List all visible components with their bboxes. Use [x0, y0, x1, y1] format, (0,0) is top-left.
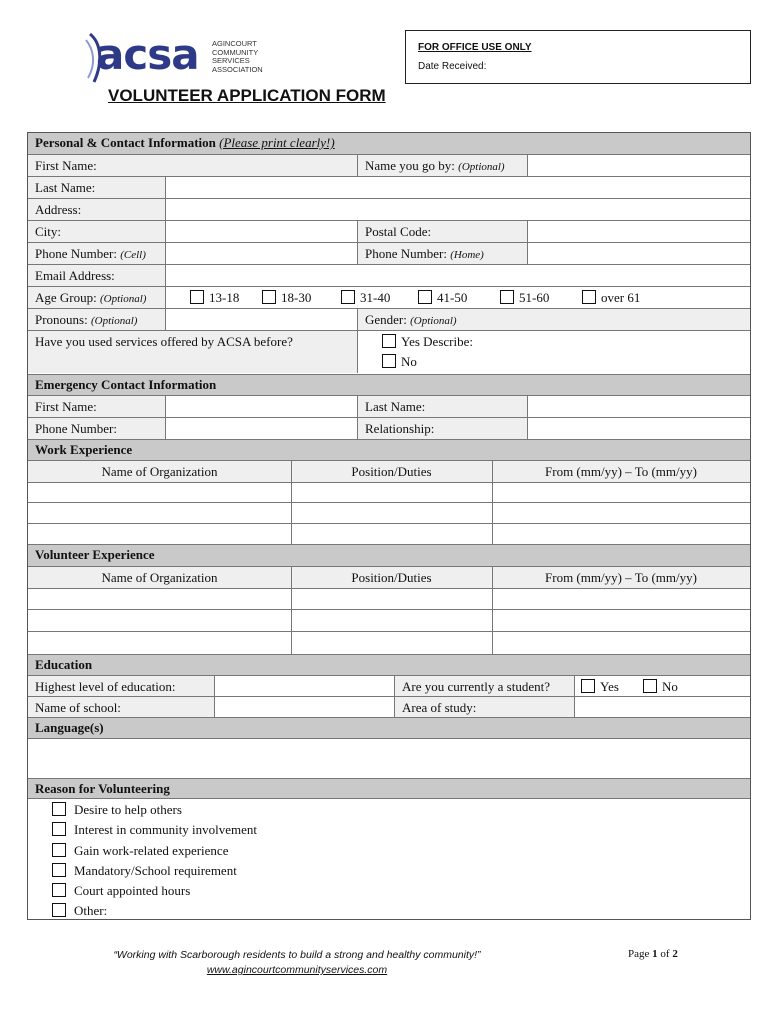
gender-label: Gender: (Optional): [358, 309, 750, 330]
row-phone: [28, 242, 750, 264]
checkbox-icon: [581, 679, 595, 693]
student-label: Are you currently a student?: [395, 676, 575, 696]
checkbox-icon: [500, 290, 514, 304]
emergency-first-name-label: First Name:: [28, 396, 166, 417]
checkbox-icon: [382, 354, 396, 368]
emergency-phone-field[interactable]: [166, 418, 358, 439]
volunteer-col-position: Position/Duties: [351, 570, 432, 585]
work-col-position: Position/Duties: [351, 464, 432, 479]
row-age-group: [28, 286, 750, 308]
volunteer-col-dates: From (mm/yy) – To (mm/yy): [545, 570, 697, 585]
work-column-headers: [28, 460, 750, 482]
language-heading: Language(s): [28, 717, 750, 738]
phone-home-label: Phone Number: (Home): [358, 243, 528, 264]
school-label: Name of school:: [28, 697, 215, 717]
row-city: [28, 220, 750, 242]
row-used-services: [28, 330, 750, 373]
phone-home-field[interactable]: [528, 243, 750, 264]
logo-wordmark: acsa: [96, 30, 199, 79]
divider: [492, 460, 493, 544]
phone-cell-label: Phone Number: (Cell): [28, 243, 166, 264]
row-pronouns: [28, 308, 750, 330]
city-label: City:: [28, 221, 166, 242]
address-label: Address:: [28, 199, 166, 220]
emergency-phone-label: Phone Number:: [28, 418, 166, 439]
divider: [291, 460, 292, 544]
checkbox-icon: [52, 802, 66, 816]
pronouns-label: Pronouns: (Optional): [28, 309, 166, 330]
checkbox-icon: [418, 290, 432, 304]
used-services-yes[interactable]: Yes Describe:: [382, 331, 473, 352]
nickname-field[interactable]: [528, 155, 750, 176]
education-heading: Education: [28, 654, 750, 675]
row-last-name: [28, 176, 750, 198]
last-name-label: Last Name:: [28, 177, 166, 198]
checkbox-icon: [52, 822, 66, 836]
checkbox-icon: [341, 290, 355, 304]
reason-court-hours[interactable]: Court appointed hours: [52, 883, 190, 899]
emergency-last-name-field[interactable]: [528, 396, 750, 417]
first-name-label: First Name:: [28, 155, 358, 176]
education-level-field[interactable]: [215, 676, 395, 696]
row-education-level: [28, 675, 750, 696]
emergency-last-name-label: Last Name:: [358, 396, 528, 417]
phone-cell-field[interactable]: [166, 243, 358, 264]
checkbox-icon: [582, 290, 596, 304]
emergency-first-name-field[interactable]: [166, 396, 358, 417]
divider: [492, 566, 493, 654]
student-yes[interactable]: Yes: [581, 676, 619, 697]
used-services-label: Have you used services offered by ACSA before?: [28, 331, 358, 373]
office-use-box: [405, 30, 751, 84]
reason-heading: Reason for Volunteering: [28, 778, 750, 799]
area-of-study-label: Area of study:: [395, 697, 575, 717]
used-services-options: [358, 331, 750, 373]
work-col-organization: Name of Organization: [101, 464, 218, 479]
row-emergency-name: [28, 395, 750, 417]
nickname-label: Name you go by: (Optional): [358, 155, 528, 176]
relationship-field[interactable]: [528, 418, 750, 439]
age-option-41-50[interactable]: 41-50: [418, 287, 467, 308]
language-field[interactable]: [28, 738, 750, 778]
age-option-13-18[interactable]: 13-18: [190, 287, 239, 308]
personal-heading: Personal & Contact Information (Please print clearly!): [28, 133, 750, 154]
checkbox-icon: [262, 290, 276, 304]
office-use-title: FOR OFFICE USE ONLY: [418, 42, 532, 53]
postal-code-label: Postal Code:: [358, 221, 528, 242]
reason-work-experience[interactable]: Gain work-related experience: [52, 843, 228, 859]
last-name-field[interactable]: [166, 177, 750, 198]
pronouns-field[interactable]: [166, 309, 358, 330]
student-options: [575, 676, 750, 696]
checkbox-icon: [643, 679, 657, 693]
work-col-dates: From (mm/yy) – To (mm/yy): [545, 464, 697, 479]
volunteer-heading: Volunteer Experience: [28, 544, 750, 566]
reason-community[interactable]: Interest in community involvement: [52, 822, 257, 838]
address-field[interactable]: [166, 199, 750, 220]
row-school: [28, 696, 750, 717]
school-field[interactable]: [215, 697, 395, 717]
student-no[interactable]: No: [643, 676, 678, 697]
email-label: Email Address:: [28, 265, 166, 286]
checkbox-icon: [382, 334, 396, 348]
area-of-study-field[interactable]: [575, 697, 750, 717]
age-options: [166, 287, 750, 308]
checkbox-icon: [190, 290, 204, 304]
postal-code-field[interactable]: [528, 221, 750, 242]
work-entry-cells[interactable]: [28, 483, 291, 544]
age-option-over-61[interactable]: over 61: [582, 287, 640, 308]
acsa-logo: [84, 30, 284, 86]
page-number: Page 1 of 2: [628, 948, 678, 960]
reason-help-others[interactable]: Desire to help others: [52, 802, 182, 818]
checkbox-icon: [52, 863, 66, 877]
age-option-18-30[interactable]: 18-30: [262, 287, 311, 308]
relationship-label: Relationship:: [358, 418, 528, 439]
work-heading: Work Experience: [28, 439, 750, 460]
reason-mandatory[interactable]: Mandatory/School requirement: [52, 863, 237, 879]
logo-subtitle: AGINCOURT COMMUNITY SERVICES ASSOCIATION: [212, 39, 263, 74]
checkbox-icon: [52, 883, 66, 897]
age-group-label: Age Group: (Optional): [28, 287, 166, 308]
city-field[interactable]: [166, 221, 358, 242]
volunteer-column-headers: [28, 566, 750, 588]
date-received-label: Date Received:: [418, 61, 487, 72]
reason-other[interactable]: Other:: [52, 903, 107, 919]
divider: [291, 566, 292, 654]
volunteer-col-organization: Name of Organization: [101, 570, 218, 585]
row-email: [28, 264, 750, 286]
volunteer-entry-cells[interactable]: [28, 589, 291, 653]
checkbox-icon: [52, 843, 66, 857]
row-first-name: [28, 154, 750, 176]
education-level-label: Highest level of education:: [28, 676, 215, 696]
age-option-31-40[interactable]: 31-40: [341, 287, 390, 308]
email-field[interactable]: [166, 265, 750, 286]
used-services-no[interactable]: No: [382, 351, 417, 372]
footer-website-link[interactable]: www.agincourtcommunityservices.com: [206, 964, 388, 976]
age-option-51-60[interactable]: 51-60: [500, 287, 549, 308]
row-emergency-phone: [28, 417, 750, 439]
form-title: VOLUNTEER APPLICATION FORM: [108, 86, 386, 105]
emergency-heading: Emergency Contact Information: [28, 374, 750, 395]
checkbox-icon: [52, 903, 66, 917]
row-address: [28, 198, 750, 220]
footer-quote: “Working with Scarborough residents to build a strong and healthy community!”: [113, 949, 481, 961]
